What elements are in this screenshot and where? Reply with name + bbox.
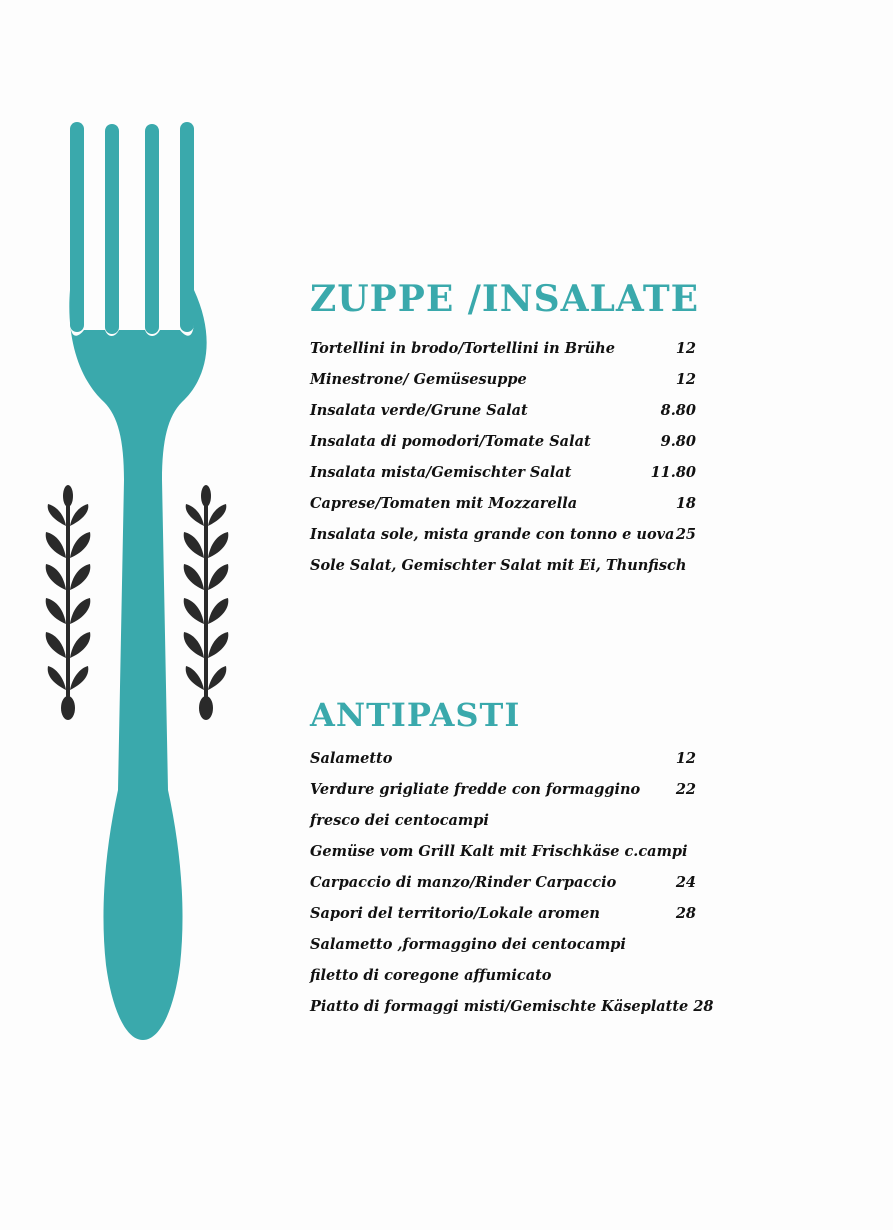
item-price: 28 [675,905,696,922]
item-price: 12 [675,750,696,767]
item-name: Salametto ,formaggino dei centocampi [310,936,626,953]
section-title-antipasti: ANTIPASTI [310,696,521,734]
menu-item [310,400,710,431]
item-name: Insalata verde/Grune Salat [310,402,528,419]
item-price: 25 [675,526,696,543]
item-name: Verdure grigliate fredde con formaggino [310,781,641,798]
item-name: Tortellini in brodo/Tortellini in Brühe [310,340,615,357]
item-name: Minestrone/ Gemüsesuppe [310,371,527,388]
menu-item [310,493,710,524]
menu-item [310,462,710,493]
item-name: Sole Salat, Gemischter Salat mit Ei, Thunfisch [310,557,687,574]
antipasti-list [310,748,714,1027]
item-name: Gemüse vom Grill Kalt mit Frischkäse c.campi [310,843,688,860]
item-name: filetto di coregone affumicato [310,967,552,984]
item-name: Carpaccio di manzo/Rinder Carpaccio [310,874,617,891]
item-price: 9.80 [660,433,696,450]
section-title-zuppe: ZUPPE /INSALATE [310,278,700,320]
item-price: 12 [675,340,696,357]
item-price: 12 [675,371,696,388]
item-name: Insalata mista/Gemischter Salat [310,464,572,481]
menu-item [310,779,710,810]
menu-item [310,555,710,586]
item-price: 8.80 [660,402,696,419]
leaf-sprig-icon [184,485,229,720]
menu-item [310,872,710,903]
menu-item [310,338,710,369]
item-name: Piatto di formaggi misti/Gemischte Käseplatte 28 [310,998,714,1015]
item-name: Insalata sole, mista grande con tonno e uova [310,526,675,543]
menu-item [310,903,710,934]
fork-icon [69,122,206,1040]
leaf-sprig-icon [46,485,91,720]
item-name: Insalata di pomodori/Tomate Salat [310,433,591,450]
menu-item [310,431,710,462]
menu-item [310,934,710,965]
menu-item [310,524,710,555]
item-name: fresco dei centocampi [310,812,489,829]
menu-item [310,965,710,996]
menu-item [310,996,714,1027]
item-price: 22 [675,781,696,798]
item-price: 18 [675,495,696,512]
item-name: Sapori del territorio/Lokale aromen [310,905,600,922]
item-name: Salametto [310,750,393,767]
item-price: 24 [675,874,696,891]
zuppe-insalate-list [310,338,710,586]
menu-item [310,748,710,779]
item-name: Caprese/Tomaten mit Mozzarella [310,495,578,512]
menu-item [310,841,710,872]
menu-item [310,810,710,841]
item-price: 11.80 [650,464,696,481]
menu-item [310,369,710,400]
